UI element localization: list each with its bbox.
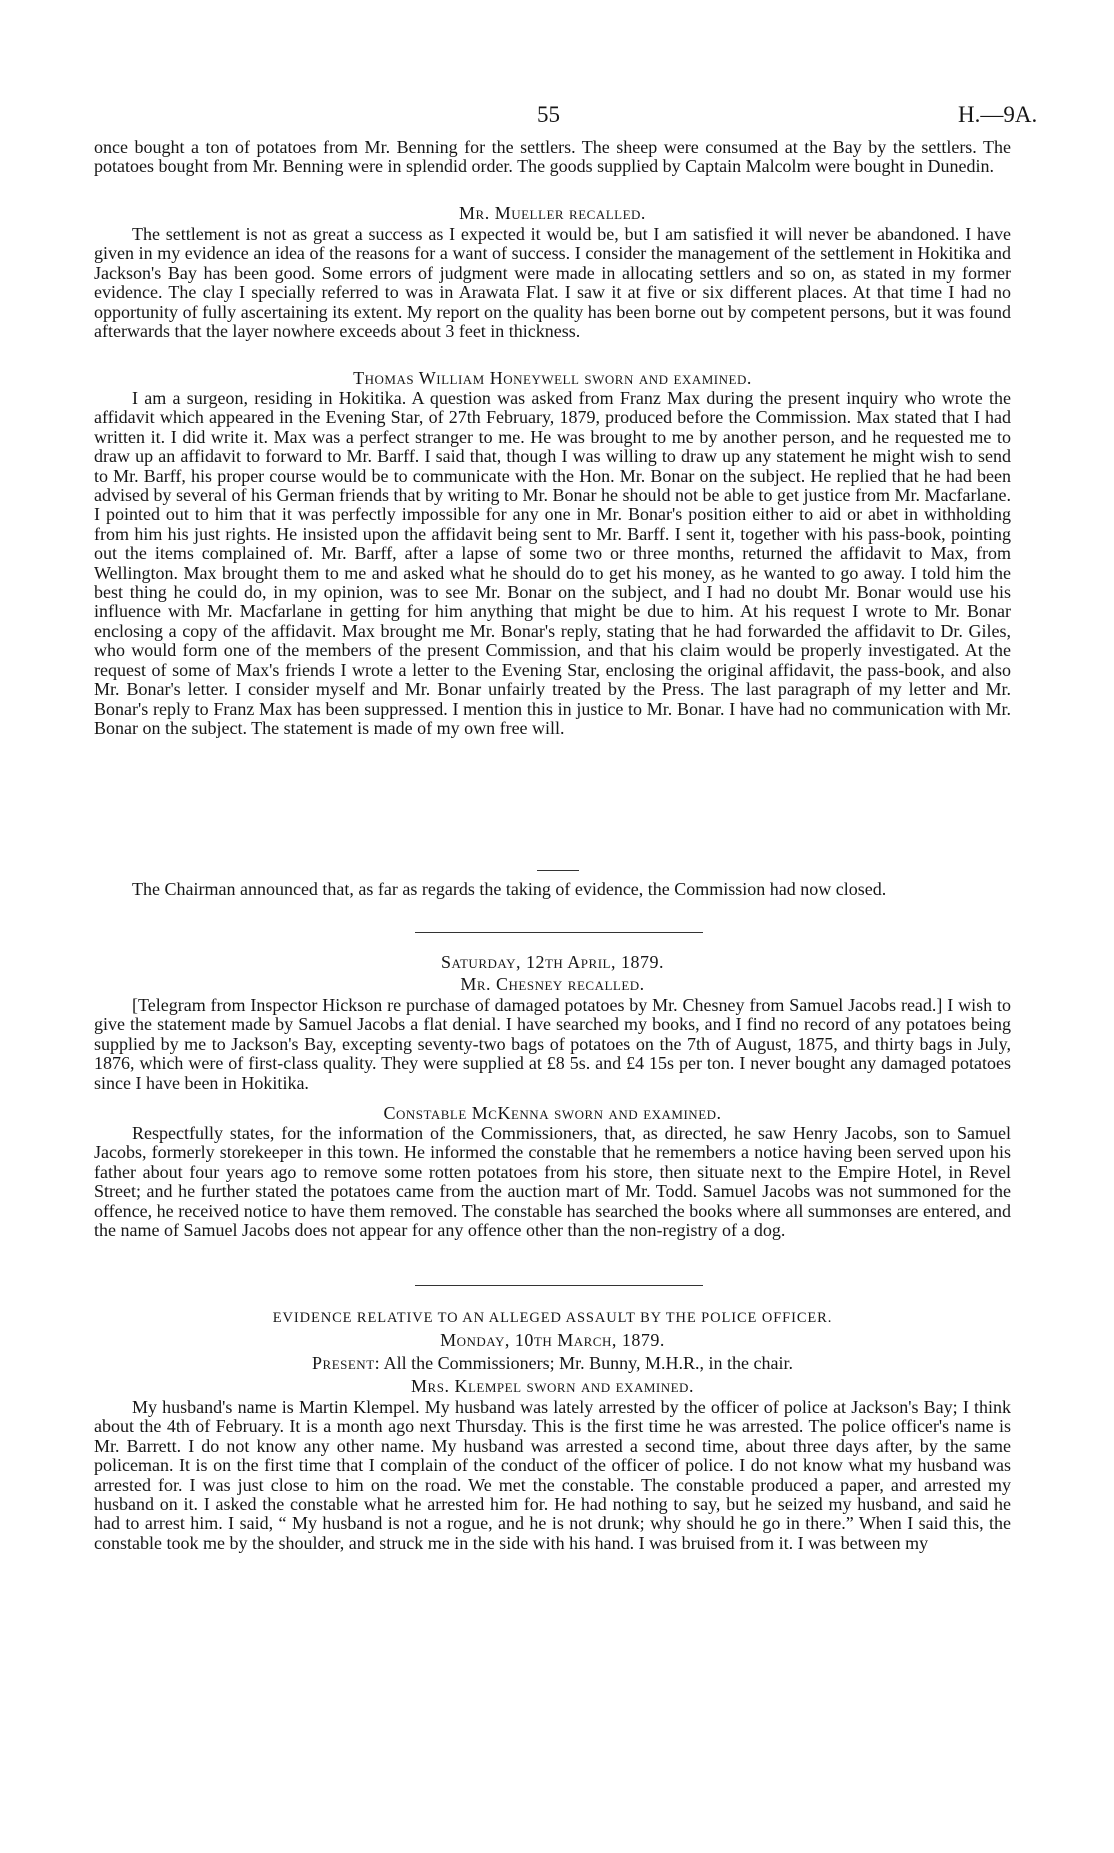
heading-text: Thomas William Honeywell sworn and examined. [353, 368, 752, 388]
paragraph-text: I am a surgeon, residing in Hokitika. A question was asked from Franz Max during the present inquiry who wrote the affidavit which appeared in the Evening Star, of 27th February, 1879, produced before the Commission. Max stated that I had written it. I did write it. Max was a perfect stranger to me. He was brought to me by another person, and he requested me to draw up an affidavit to forward to Mr. Barff. I said that, though I was willing to draw up any statement he might wish to send to Mr. Barff, his proper course would be to communicate with the Hon. Mr. Bonar on the subject. He replied that he had been advised by several of his German friends that by writing to Mr. Bonar he should not be able to get justice from Mr. Macfarlane. I pointed out to him that it was perfectly impossible for any one in Mr. Bonar's position either to aid or abet in withholding from him his just rights. He insisted upon the affidavit being sent to Mr. Barff. I sent it, together with his pass-book, pointing out the items complained of. Mr. Barff, after a lapse of some two or three months, returned the affidavit to Max, from Wellington. Max brought them to me and asked what he should do to get his money, as he wanted to go away. I told him the best thing he could do, in my opinion, was to see Mr. Bonar on the subject, and I had no doubt Mr. Bonar would use his influence with Mr. Macfarlane in getting for him anything that might be due to him. At his request I wrote to Mr. Bonar enclosing a copy of the affidavit. Max brought me Mr. Bonar's reply, stating that he had forwarded the affidavit to Dr. Giles, who would form one of the members of the present Commission, and that his claim would be properly investigated. At the request of some of Max's friends I wrote a letter to the Evening Star, enclosing the original affidavit, the pass-book, and also Mr. Bonar's letter. I consider myself and Mr. Bonar unfairly treated by the Press. The last paragraph of my letter and Mr. Bonar's reply to Franz Max has been suppressed. I mention this in justice to Mr. Bonar. I have had no communication with Mr. Bonar on the subject. The statement is made of my own free will. [94, 388, 1011, 738]
paragraph-text: Respectfully states, for the information of the Commissioners, that, as directed, he saw Henry Jacobs, son to Samuel Jacobs, formerly storekeeper in this town. He informed the constable that he remembers a notice having been served upon his father about four years ago to remove some rotten potatoes from his store, then situate next to the Empire Hotel, in Revel Street; and he further stated the potatoes came from the auction mart of Mr. Todd. Samuel Jacobs was not summoned for the offence, he received notice to have them removed. The constable has searched the books where all summonses are entered, and the name of Samuel Jacobs does not appear for any offence other than the non-registry of a dog. [94, 1123, 1011, 1241]
heading-text: Constable McKenna sworn and examined. [383, 1103, 722, 1123]
paragraph-chairman-closed [94, 880, 1011, 899]
paragraph-mckenna-evidence [94, 1124, 1011, 1240]
present-text: All the Commissioners; Mr. Bunny, M.H.R., in the chair. [383, 1353, 793, 1373]
paragraph-benning-potatoes [94, 138, 1011, 177]
paragraph-text: once bought a ton of potatoes from Mr. Benning for the settlers. The sheep were consumed at the Bay by the settlers. The potatoes bought from Mr. Benning were in splendid order. The goods supplied by Captain Malcolm were bought in Dunedin. [94, 137, 1011, 177]
witness-heading-klempel [94, 1376, 1011, 1396]
section-divider [415, 932, 703, 933]
paragraph-mueller-evidence [94, 225, 1011, 341]
date-heading-monday [94, 1330, 1011, 1350]
heading-text: Mrs. Klempel sworn and examined. [411, 1376, 694, 1396]
section-divider [415, 1285, 703, 1286]
document-reference: H.—9A. [958, 102, 1038, 127]
heading-text: Saturday, 12th April, 1879. [441, 952, 664, 972]
heading-text: Mr. Mueller recalled. [459, 203, 646, 223]
paragraph-text: My husband's name is Martin Klempel. My husband was lately arrested by the officer of police at Jackson's Bay; I think about the 4th of February. It is a month ago next Thursday. This is the first time he was arrested. The police officer's name is Mr. Barrett. I do not know any other name. My husband was arrested a second time, about three days after, by the same policeman. It is on the first time that I complain of the conduct of the officer of police. I do not know what my husband was arrested for. I was just close to him on the road. We met the constable. The constable produced a paper, and arrested my husband on it. I asked the constable what he arrested him for. He had nothing to say, but he seized my husband, and said he had to arrest him. I said, “ My husband is not a rogue, and he is not drunk; why should he go in there.” When I said this, the constable took me by the shoulder, and struck me in the side with his hand. I was bruised from it. I was between my [94, 1397, 1011, 1553]
section-heading-assault [94, 1306, 1011, 1328]
paragraph-text: [Telegram from Inspector Hickson re purchase of damaged potatoes by Mr. Chesney from Samuel Jacobs read.] I wish to give the statement made by Samuel Jacobs a flat denial. I have searched my books, and I find no record of any potatoes being supplied by me to Jackson's Bay, excepting seventy-two bags of potatoes on the 7th of August, 1875, and thirty bags in July, 1876, which were of first-class quality. They were supplied at £8 5s. and £4 15s per ton. I never bought any damaged potatoes since I have been in Hokitika. [94, 995, 1011, 1093]
present-label: Present: [312, 1353, 381, 1373]
short-divider [537, 870, 579, 871]
witness-heading-chesney [94, 974, 1011, 994]
witness-heading-mckenna [94, 1103, 1011, 1123]
heading-text: Monday, 10th March, 1879. [440, 1330, 665, 1350]
paragraph-klempel-evidence [94, 1398, 1011, 1553]
paragraph-text: The Chairman announced that, as far as regards the taking of evidence, the Commission had now closed. [132, 879, 887, 899]
witness-heading-honeywell [94, 368, 1011, 388]
paragraph-chesney-evidence [94, 996, 1011, 1093]
date-heading-saturday [94, 952, 1011, 972]
heading-text: EVIDENCE RELATIVE TO AN ALLEGED ASSAULT BY THE POLICE OFFICER. [272, 1310, 833, 1326]
paragraph-honeywell-evidence [94, 389, 1011, 738]
present-line [94, 1353, 1011, 1373]
witness-heading-mueller [94, 203, 1011, 223]
page-number: 55 [537, 102, 560, 127]
paragraph-text: The settlement is not as great a success as I expected it would be, but I am satisfied it will never be abandoned. I have given in my evidence an idea of the reasons for a want of success. I consider the management of the settlement in Hokitika and Jackson's Bay has been good. Some errors of judgment were made in allocating settlers and so on, as stated in my former evidence. The clay I specially referred to was in Arawata Flat. I saw it at five or six different places. At that time I had no opportunity of fully ascertaining its extent. My report on the quality has been borne out by competent persons, but it was found afterwards that the layer nowhere exceeds about 3 feet in thickness. [94, 224, 1011, 342]
heading-text: Mr. Chesney recalled. [460, 974, 645, 994]
